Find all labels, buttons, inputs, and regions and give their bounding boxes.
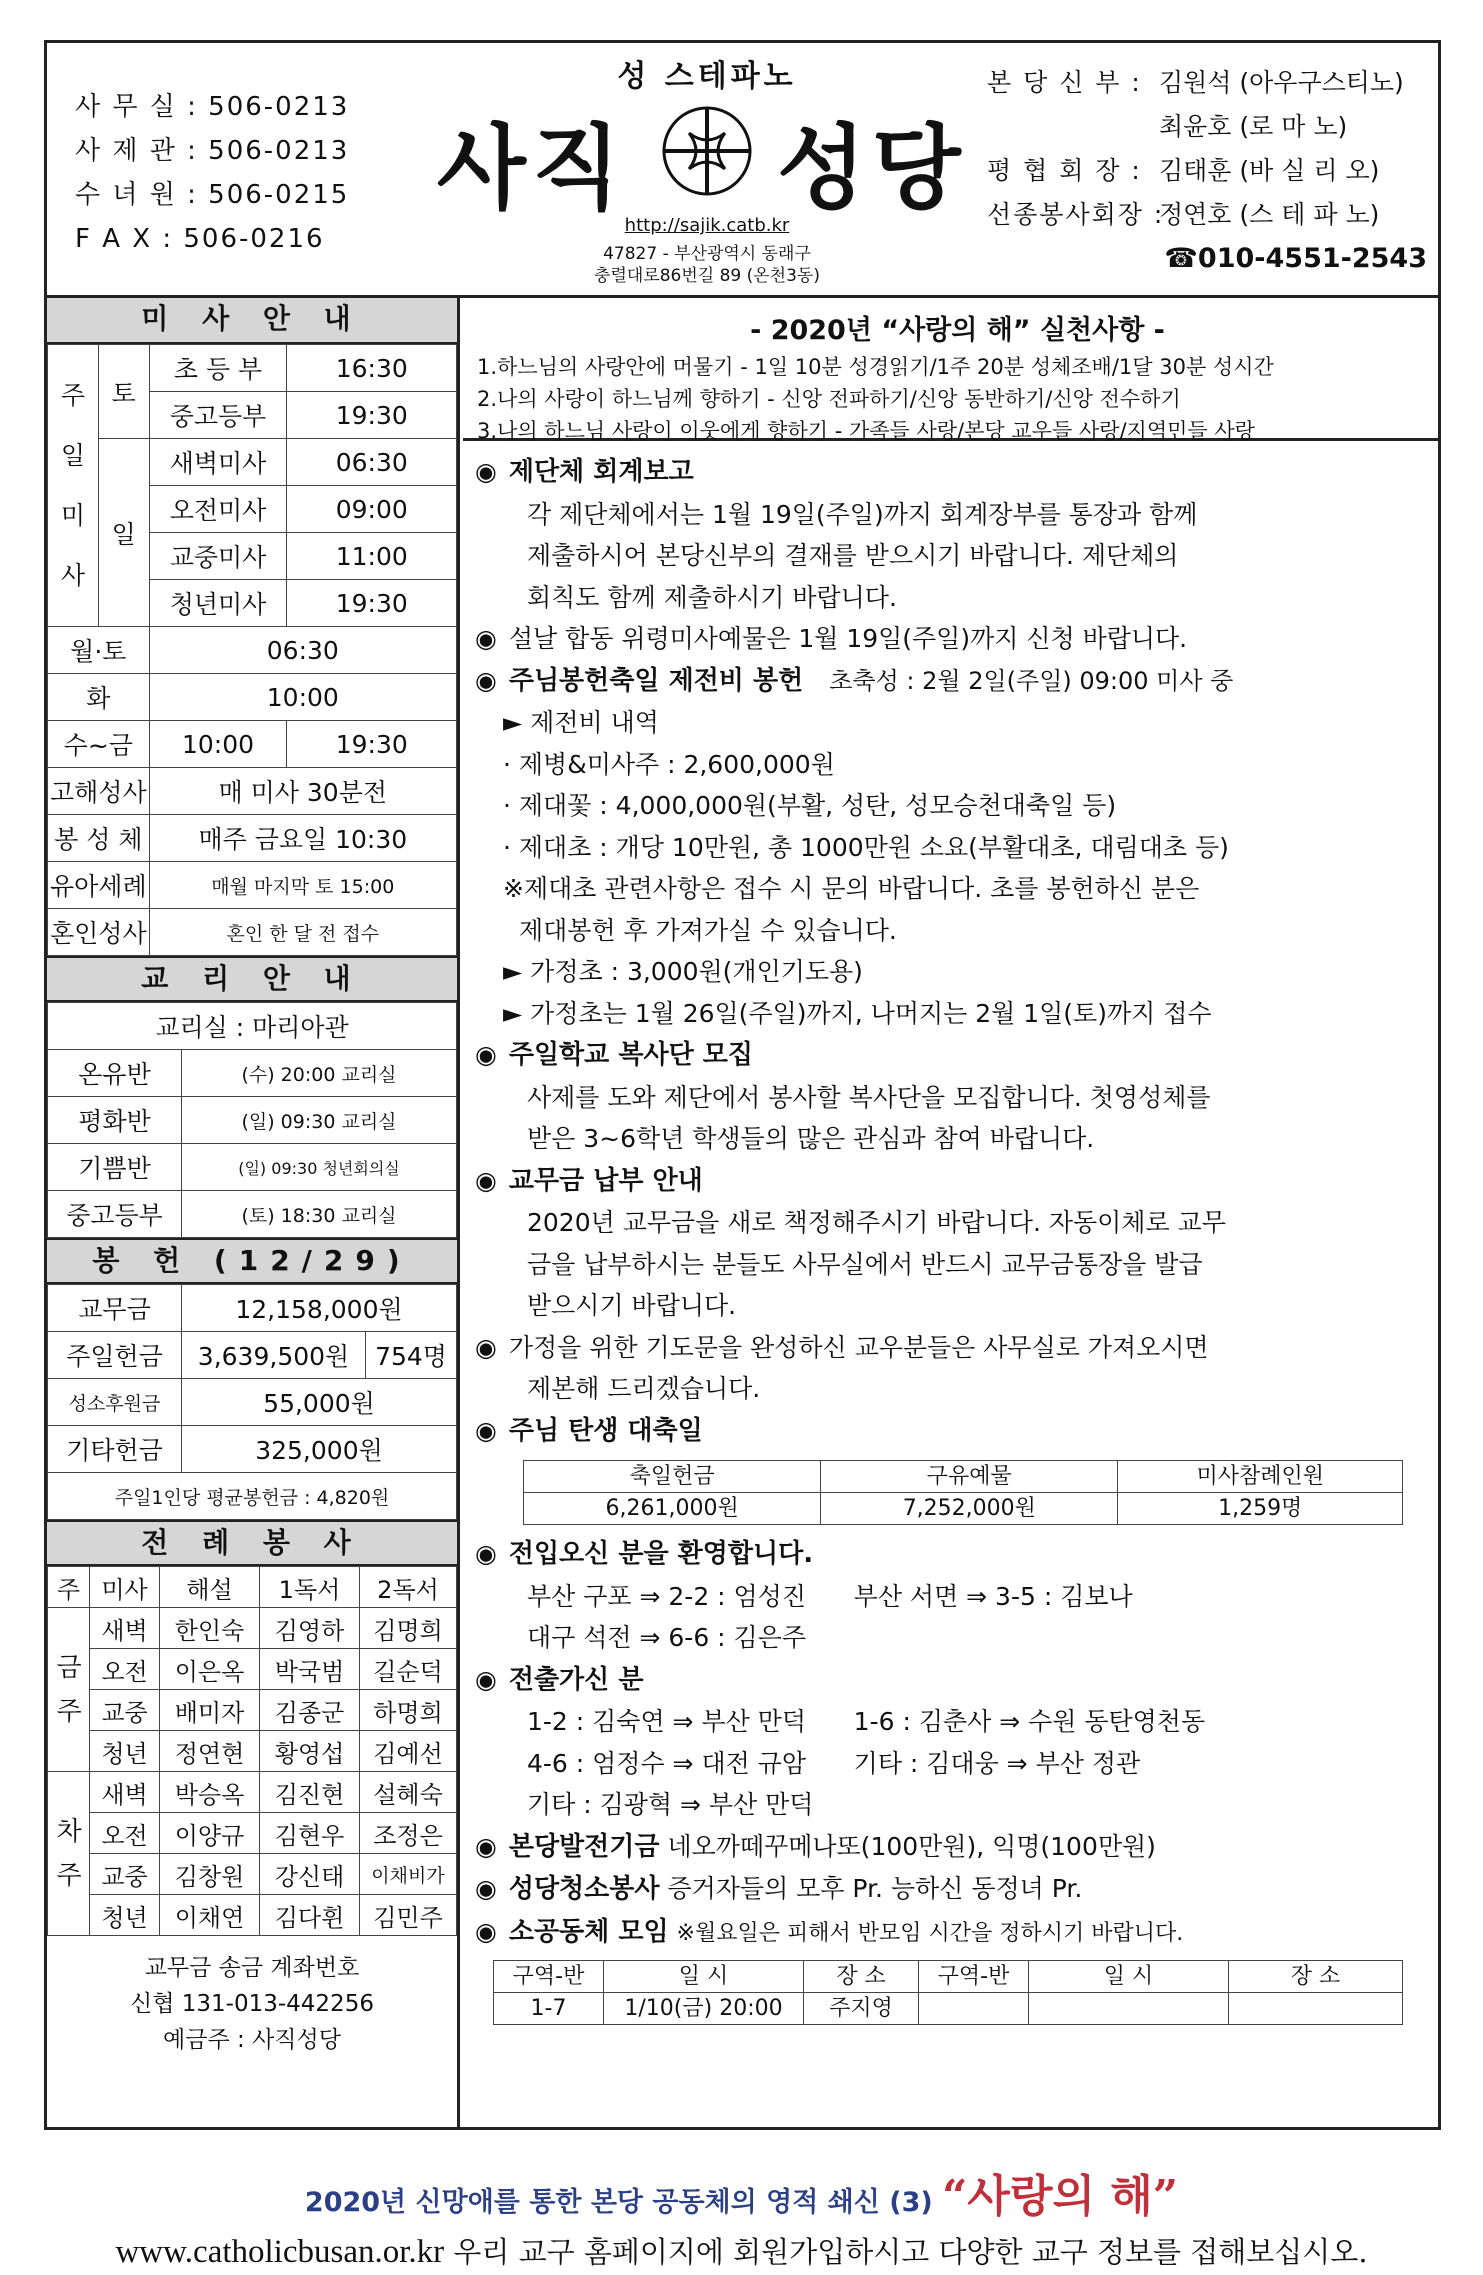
table-row [48, 1332, 457, 1379]
reader-2: 이채비가 [360, 1854, 457, 1895]
address-line-1: 47827 - 부산광역시 동래구 [603, 244, 811, 264]
mass-name: 중고등부 [149, 392, 287, 439]
table-row [48, 862, 457, 909]
notice-text: 사제를 도와 제단에서 봉사할 복사단을 모집합니다. 첫영성체를 [527, 1082, 1211, 1112]
reader-2: 조정은 [360, 1813, 457, 1854]
notice-text: 각 제단체에서는 1월 19일(주일)까지 회계장부를 통장과 함께 [527, 499, 1198, 529]
offering-name: 교무금 [48, 1285, 182, 1332]
virtue-line: 1.하느님의 사랑안에 머물기 - 1일 10분 성경읽기/1주 20분 성체조배/1달 30분 성시간 [477, 355, 1274, 379]
table-row [48, 1649, 457, 1690]
notice-heading: ◉ 주님 탄생 대축일 [475, 1410, 1438, 1453]
reader-2: 김민주 [360, 1895, 457, 1936]
notice-heading: ◉ 교무금 납부 안내 [475, 1160, 1438, 1203]
reader-1: 김종군 [260, 1690, 360, 1731]
mass-time: 06:30 [287, 439, 457, 486]
class-name: 기쁨반 [48, 1144, 182, 1191]
notice-text: · 제대꽃 : 4,000,000원(부활, 성탄, 성모승천대축일 등) [503, 791, 1117, 820]
notice-heading: 주님봉헌축일 제전비 봉헌 [508, 665, 804, 696]
sacrament-name: 봉 성 체 [48, 815, 150, 862]
staff-label [987, 105, 1159, 149]
cross-logo-icon [659, 103, 755, 199]
this-week-label: 금 주 [48, 1608, 90, 1772]
reader-1: 황영섭 [260, 1731, 360, 1772]
column-header: 구역-반 [919, 1961, 1029, 1993]
mass-table [47, 344, 457, 956]
offering-value: 325,000원 [182, 1426, 457, 1473]
bank-account [47, 1936, 457, 2058]
liturgy-table [47, 1566, 457, 1936]
table-row [48, 1772, 457, 1813]
mass-section-title: 미 사 안 내 [47, 298, 457, 344]
mass-name: 초 등 부 [149, 345, 287, 392]
phone-rectory: 사 제 관 : 506-0213 [75, 136, 350, 166]
sacrament-value: 혼인 한 달 전 접수 [149, 909, 456, 956]
notice-heading: 소공동체 모임 [508, 1916, 669, 1947]
notice-text: ◉ 가정을 위한 기도문을 완성하신 교우분들은 사무실로 가져오시면 [475, 1327, 1438, 1369]
mass-cell: 새벽 [90, 1608, 160, 1649]
table-row [48, 1567, 457, 1608]
column-header: 장 소 [804, 1961, 919, 1993]
right-column [463, 298, 1438, 2130]
table-row [524, 1493, 1403, 1525]
column-header: 미사참례인원 [1118, 1461, 1403, 1493]
staff-row [987, 149, 1427, 193]
notice-text: ► 가정초는 1월 26일(주일)까지, 나머지는 2월 1일(토)까지 접수 [503, 998, 1212, 1028]
phone-row [987, 237, 1427, 281]
phone-convent: 수 녀 원 : 506-0215 [75, 180, 350, 210]
diocese-url[interactable]: www.catholicbusan.or.kr [115, 2234, 445, 2270]
commentator: 배미자 [160, 1690, 260, 1731]
account-number: 신협 131-013-442256 [130, 1991, 374, 2017]
notice-text: 회칙도 함께 제출하시기 바랍니다. [527, 582, 897, 612]
table-row [48, 1097, 457, 1144]
mass-cell: 청년 [90, 1731, 160, 1772]
parish-url[interactable]: http://sajik.catb.kr [624, 215, 790, 236]
offering-name: 주일헌금 [48, 1332, 182, 1379]
staff-label: 본 당 신 부 : [987, 68, 1142, 97]
commentator: 이은옥 [160, 1649, 260, 1690]
table-row [48, 1608, 457, 1649]
meeting-table [493, 1960, 1403, 2025]
mass-name: 오전미사 [149, 486, 287, 533]
notice-note: 초축성 : 2월 2일(주일) 09:00 미사 중 [829, 666, 1234, 695]
reader-1: 김진현 [260, 1772, 360, 1813]
sacrament-name: 고해성사 [48, 768, 150, 815]
notice-heading: ◉ 제단체 회계보고 [475, 451, 1438, 494]
virtue-line: 2.나의 사랑이 하느님께 향하기 - 신앙 전파하기/신앙 동반하기/신앙 전수하기 [477, 387, 1181, 411]
left-column [47, 298, 460, 2130]
liturgy-section-title: 전 례 봉 사 [47, 1520, 457, 1566]
notice-text: 제출하시어 본당신부의 결재를 받으시기 바랍니다. 제단체의 [527, 541, 1179, 570]
table-cell [1229, 1993, 1403, 2025]
sacrament-value: 매 미사 30분전 [149, 768, 456, 815]
parish-title-block [397, 43, 1017, 298]
reader-2: 김명희 [360, 1608, 457, 1649]
staff-label: 선종봉사회장 : [987, 200, 1165, 229]
doctrine-table [47, 1002, 457, 1238]
notice-text: · 제병&미사주 : 2,600,000원 [503, 749, 835, 779]
table-cell: 1,259명 [1118, 1493, 1403, 1525]
notice-text: ► 제전비 내역 [503, 708, 659, 737]
notice-text: ※월요일은 피해서 반모임 시간을 정하시기 바랍니다. [676, 1920, 1184, 1946]
notice-text: 부산 구포 ⇒ 2-2 : 엄성진 부산 서면 ⇒ 3-5 : 김보나 [527, 1581, 1133, 1611]
staff-row [987, 61, 1427, 105]
class-schedule: (토) 18:30 교리실 [182, 1191, 457, 1238]
year-virtues [463, 298, 1438, 441]
column-header: 주 [48, 1567, 90, 1608]
notice-text: 기타 : 김광혁 ⇒ 부산 만덕 [527, 1790, 814, 1819]
contact-phone: ☎010-4551-2543 [1164, 243, 1427, 274]
notice-heading-row [475, 1911, 1438, 1955]
footer-note [0, 2230, 1483, 2271]
next-week-label: 차 주 [48, 1772, 90, 1936]
saturday-label: 토 [98, 345, 149, 439]
table-row [48, 721, 457, 768]
mass-cell: 오전 [90, 1813, 160, 1854]
phone-office: 사 무 실 : 506-0213 [75, 92, 350, 122]
mass-name: 새벽미사 [149, 439, 287, 486]
virtue-line: 3.나의 하느님 사랑이 이웃에게 향하기 - 가족들 사랑/본당 교우들 사랑/지역민들 사랑 [477, 419, 1255, 443]
mass-cell: 교중 [90, 1690, 160, 1731]
notice-text: 받은 3~6학년 학생들의 많은 관심과 참여 바랍니다. [527, 1124, 1095, 1153]
notice-text: 대구 석전 ⇒ 6-6 : 김은주 [527, 1623, 806, 1652]
notice-heading-row [475, 1826, 1438, 1869]
table-cell: 7,252,000원 [821, 1493, 1118, 1525]
class-name: 중고등부 [48, 1191, 182, 1238]
column-header: 미사 [90, 1567, 160, 1608]
weekday-time: 06:30 [149, 627, 456, 674]
table-row [48, 1379, 457, 1426]
doctrine-section-title: 교 리 안 내 [47, 956, 457, 1002]
footer-slogan [0, 2160, 1483, 2224]
reader-1: 김영하 [260, 1608, 360, 1649]
commentator: 한인숙 [160, 1608, 260, 1649]
reader-1: 박국범 [260, 1649, 360, 1690]
table-row [48, 1285, 457, 1332]
sacrament-value: 매주 금요일 10:30 [149, 815, 456, 862]
table-row [48, 1426, 457, 1473]
notice-text: 1-2 : 김숙연 ⇒ 부산 만덕 1-6 : 김춘사 ⇒ 수원 동탄영천동 [527, 1707, 1206, 1736]
sacrament-name: 혼인성사 [48, 909, 150, 956]
reader-2: 길순덕 [360, 1649, 457, 1690]
offering-name: 기타헌금 [48, 1426, 182, 1473]
column-header: 해설 [160, 1567, 260, 1608]
fax: F A X : 506-0216 [75, 224, 325, 254]
table-row [48, 345, 457, 392]
table-row [48, 1003, 457, 1050]
account-title: 교무금 송금 계좌번호 [144, 1955, 360, 1981]
address-line-2: 충렬대로86번길 89 (온천3동) [594, 266, 820, 286]
table-row [494, 1961, 1403, 1993]
table-row [48, 1191, 457, 1238]
table-row [48, 674, 457, 721]
class-schedule: (수) 20:00 교리실 [182, 1050, 457, 1097]
mass-name: 교중미사 [149, 533, 287, 580]
sunday-label: 주 일 미 사 [48, 345, 99, 627]
notice-text: 받으시기 바랍니다. [527, 1291, 737, 1320]
slogan-highlight: “사랑의 해” [942, 2171, 1179, 2222]
notices [463, 441, 1438, 2025]
mass-time: 19:30 [287, 580, 457, 627]
mass-cell: 교중 [90, 1854, 160, 1895]
offering-value: 3,639,500원 [182, 1332, 366, 1379]
contact-list [75, 85, 349, 261]
reader-2: 하명희 [360, 1690, 457, 1731]
table-row [48, 1050, 457, 1097]
weekday-label: 월·토 [48, 627, 150, 674]
parish-name-right: 성당 [777, 115, 967, 222]
commentator: 김창원 [160, 1854, 260, 1895]
notice-text: 4-6 : 엄정수 ⇒ 대전 규암 기타 : 김대웅 ⇒ 부산 정관 [527, 1748, 1141, 1778]
staff-row [987, 105, 1427, 149]
notice-heading: ◉ 전출가신 분 [475, 1659, 1438, 1702]
commentator: 정연현 [160, 1731, 260, 1772]
notice-text: 증거자들의 모후 Pr. 능하신 동정녀 Pr. [667, 1874, 1083, 1903]
mass-time: 11:00 [287, 533, 457, 580]
notice-heading: 본당발전기금 [508, 1831, 660, 1862]
staff-label: 평 협 회 장 : [987, 156, 1142, 185]
notice-text: · 제대초 : 개당 10만원, 총 1000만원 소요(부활대초, 대림대초 등) [503, 832, 1229, 862]
column-header: 구유예물 [821, 1461, 1118, 1493]
class-name: 평화반 [48, 1097, 182, 1144]
table-row [48, 815, 457, 862]
notice-text: 2020년 교무금을 새로 책정해주시기 바랍니다. 자동이체로 교무 [527, 1208, 1226, 1237]
average-offering: 주일1인당 평균봉헌금 : 4,820원 [48, 1473, 457, 1520]
notice-heading: ◉ 주일학교 복사단 모집 [475, 1034, 1438, 1077]
doctrine-room: 교리실 : 마리아관 [48, 1003, 457, 1050]
christmas-table [523, 1460, 1403, 1525]
weekday-time: 10:00 [149, 674, 456, 721]
reader-1: 김다휜 [260, 1895, 360, 1936]
table-row [48, 768, 457, 815]
table-cell: 6,261,000원 [524, 1493, 821, 1525]
notice-text: 제대봉헌 후 가져가실 수 있습니다. [519, 915, 897, 945]
mass-name: 청년미사 [149, 580, 287, 627]
virtues-title: - 2020년 “사랑의 해” 실천사항 - [750, 315, 1165, 346]
table-row [48, 1813, 457, 1854]
class-name: 온유반 [48, 1050, 182, 1097]
class-schedule: (일) 09:30 청년회의실 [182, 1144, 457, 1191]
table-row [494, 1993, 1403, 2025]
staff-row [987, 193, 1427, 237]
header [47, 43, 1438, 298]
offering-section-title: 봉 헌 (12/29) [47, 1238, 457, 1284]
column-header: 일 시 [604, 1961, 804, 1993]
reader-1: 강신태 [260, 1854, 360, 1895]
table-row [48, 627, 457, 674]
weekday-label: 수~금 [48, 721, 150, 768]
column-header: 일 시 [1029, 1961, 1229, 1993]
column-header: 구역-반 [494, 1961, 604, 1993]
table-cell: 주지영 [804, 1993, 919, 2025]
notice-heading: 성당청소봉사 [508, 1874, 660, 1904]
table-row [48, 1690, 457, 1731]
notice-text: 제본해 드리겠습니다. [527, 1374, 761, 1403]
mass-cell: 오전 [90, 1649, 160, 1690]
class-schedule: (일) 09:30 교리실 [182, 1097, 457, 1144]
patron-subtitle: 성 스테파노 [617, 59, 797, 94]
table-row [48, 1731, 457, 1772]
table-row [48, 439, 457, 486]
offering-name: 성소후원금 [48, 1379, 182, 1426]
mass-time: 19:30 [287, 392, 457, 439]
notice-heading: ◉ 전입오신 분을 환영합니다. [475, 1533, 1438, 1576]
weekday-time: 19:30 [287, 721, 457, 768]
notice-heading-row [475, 1868, 1438, 1911]
sunday-day-label: 일 [98, 439, 149, 627]
column-header: 2독서 [360, 1567, 457, 1608]
table-cell: 1-7 [494, 1993, 604, 2025]
offering-value: 55,000원 [182, 1379, 457, 1426]
weekday-time: 10:00 [149, 721, 287, 768]
table-row [48, 1473, 457, 1520]
sacrament-value: 매월 마지막 토 15:00 [149, 862, 456, 909]
mass-time: 16:30 [287, 345, 457, 392]
table-row [48, 1144, 457, 1191]
slogan-text: 2020년 신망애를 통한 본당 공동체의 영적 쇄신 (3) [304, 2187, 933, 2218]
notice-text: ► 가정초 : 3,000원(개인기도용) [503, 957, 863, 986]
reader-2: 설혜숙 [360, 1772, 457, 1813]
bulletin-page [44, 40, 1441, 2130]
column-header: 축일헌금 [524, 1461, 821, 1493]
column-header: 장 소 [1229, 1961, 1403, 1993]
staff-list [987, 61, 1427, 281]
mass-cell: 새벽 [90, 1772, 160, 1813]
weekday-label: 화 [48, 674, 150, 721]
staff-value: 김원석 (아우구스티노) [1159, 68, 1404, 97]
notice-heading-row [475, 660, 1438, 703]
footer-text: 우리 교구 홈페이지에 회원가입하시고 다양한 교구 정보를 접해보십시오. [453, 2235, 1368, 2269]
commentator: 이채연 [160, 1895, 260, 1936]
table-row [48, 909, 457, 956]
commentator: 이양규 [160, 1813, 260, 1854]
offering-value: 12,158,000원 [182, 1285, 457, 1332]
notice-text: ◉ 설날 합동 위령미사예물은 1월 19일(주일)까지 신청 바랍니다. [475, 618, 1438, 660]
attendance-count: 754명 [366, 1332, 457, 1379]
staff-value: 최윤호 (로 마 노) [1159, 112, 1348, 141]
column-header: 1독서 [260, 1567, 360, 1608]
staff-value: 정연호 (스 테 파 노) [1159, 200, 1380, 229]
offering-table [47, 1284, 457, 1520]
table-row [48, 1895, 457, 1936]
staff-value: 김태훈 (바 실 리 오) [1159, 156, 1380, 185]
reader-2: 김예선 [360, 1731, 457, 1772]
table-row [48, 1854, 457, 1895]
table-cell [1029, 1993, 1229, 2025]
mass-cell: 청년 [90, 1895, 160, 1936]
mass-time: 09:00 [287, 486, 457, 533]
table-row [524, 1461, 1403, 1493]
reader-1: 김현우 [260, 1813, 360, 1854]
table-cell: 1/10(금) 20:00 [604, 1993, 804, 2025]
commentator: 박승옥 [160, 1772, 260, 1813]
parish-address [397, 243, 1017, 287]
notice-text: ※제대초 관련사항은 접수 시 문의 바랍니다. 초를 봉헌하신 분은 [503, 874, 1200, 903]
account-holder: 예금주 : 사직성당 [163, 2027, 341, 2053]
notice-text: 네오까떼꾸메나또(100만원), 익명(100만원) [667, 1831, 1156, 1861]
sacrament-name: 유아세례 [48, 862, 150, 909]
notice-text: 금을 납부하시는 분들도 사무실에서 반드시 교무금통장을 발급 [527, 1249, 1203, 1279]
table-cell [919, 1993, 1029, 2025]
parish-name-left: 사직 [437, 115, 627, 222]
